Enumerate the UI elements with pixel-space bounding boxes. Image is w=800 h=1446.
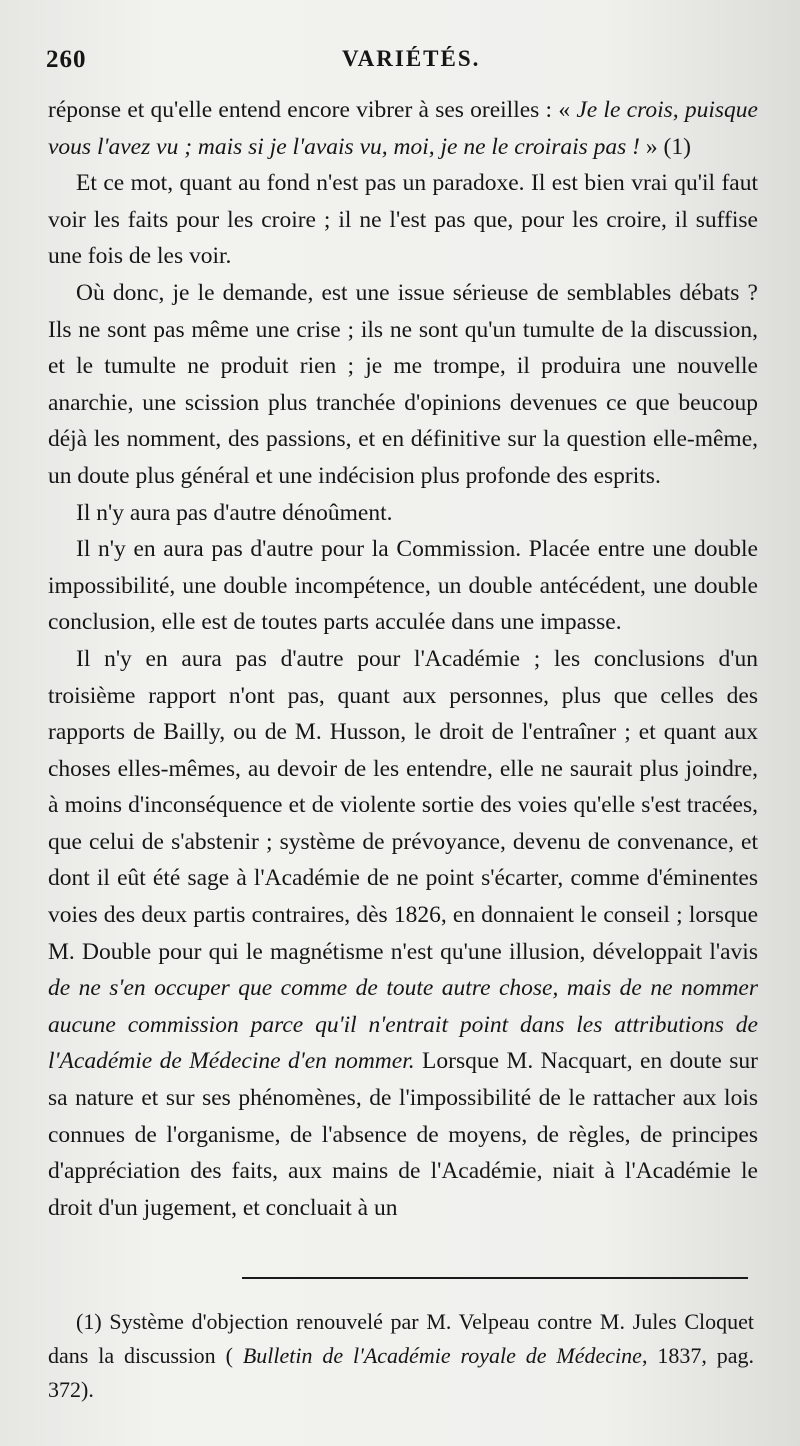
footnote-citation: Bulletin de l'Académie royale de Médecine [242, 1343, 642, 1368]
body-text [48, 92, 758, 1226]
footnote-text: (1) Système d'objection renouvelé par M. Velpeau contre M. Jules Cloquet dans la discussion ( [48, 1309, 754, 1368]
footnote [48, 1305, 754, 1407]
running-title: VARIÉTÉS. [342, 46, 481, 71]
footnote-text-end: , 1837, pag. 372). [48, 1343, 755, 1402]
page-number: 260 [46, 46, 87, 73]
paragraph-4: Il n'y aura pas d'autre dénoûment. [76, 499, 393, 526]
paragraph-6-continuation: Lorsque M. Nacquart, en doute sur sa nature et sur ses phénomènes, de l'impossibilité de le rattacher aux lois connues de l'organisme, de l'absence de moyens, de règles, de principes d'appréciation des faits, aux mains de l'Académie, niait à l'Académie le droit d'un jugement, et concluait à un [48, 1048, 758, 1221]
footnote-reference: » (1) [640, 133, 691, 160]
page-header [46, 46, 686, 82]
paragraph-3: Où donc, je le demande, est une issue sérieuse de semblables débats ? Ils ne sont pas même une crise ; ils ne sont qu'un tumulte de la discussion, et le tumulte ne produit rien ; je me trompe, il produira une nouvelle anarchie, une scission plus tranchée d'opinions devenues ce que beucoup déjà les nomment, des passions, et en définitive sur la question elle-même, un doute plus général et une indécision plus profonde des esprits. [48, 279, 758, 489]
paragraph-5: Il n'y en aura pas d'autre pour la Commission. Placée entre une double impossibilité, une double incompétence, un double antécédent, une double conclusion, elle est de toutes parts acculée dans une impasse. [48, 536, 758, 636]
footnote-paragraph [48, 1305, 754, 1407]
paragraph-6 [48, 641, 758, 1227]
quoted-remark: Je le crois, puisque vous l'avez vu ; mais si je l'avais vu, moi, je ne le croirais pas ! [48, 97, 758, 160]
footnote-divider [242, 1277, 748, 1279]
paragraph-1-text: réponse et qu'elle entend encore vibrer à ses oreilles : « [48, 97, 577, 123]
paragraph-1 [48, 92, 758, 165]
paragraph-6-text: Il n'y en aura pas d'autre pour l'Académie ; les conclusions d'un troisième rapport n'ont pas, quant aux personnes, plus que celles des rapports de Bailly, ou de M. Husson, le droit de l'entraîner ; et quant aux choses elles-mêmes, au devoir de les entendre, elle ne saurait plus joindre, à moins d'inconséquence et de violente sortie des voies qu'elle s'est tracées, que celui de s'abstenir ; système de prévoyance, devenu de convenance, et dont il eût été sage à l'Académie de ne point s'écarter, comme d'éminentes voies des deux partis contraires, dès 1826, en donnaient le conseil ; lorsque M. Double pour qui le magnétisme n'est qu'une illusion, développait l'avis [48, 645, 758, 965]
quoted-opinion: de ne s'en occuper que comme de toute autre chose, mais de ne nommer aucune commission parce qu'il n'entrait point dans les attributions de l'Académie de Médecine d'en nommer. [48, 975, 758, 1075]
paragraph-2: Et ce mot, quant au fond n'est pas un paradoxe. Il est bien vrai qu'il faut voir les faits pour les croire ; il ne l'est pas que, pour les croire, il suffise une fois de les voir. [48, 170, 758, 270]
